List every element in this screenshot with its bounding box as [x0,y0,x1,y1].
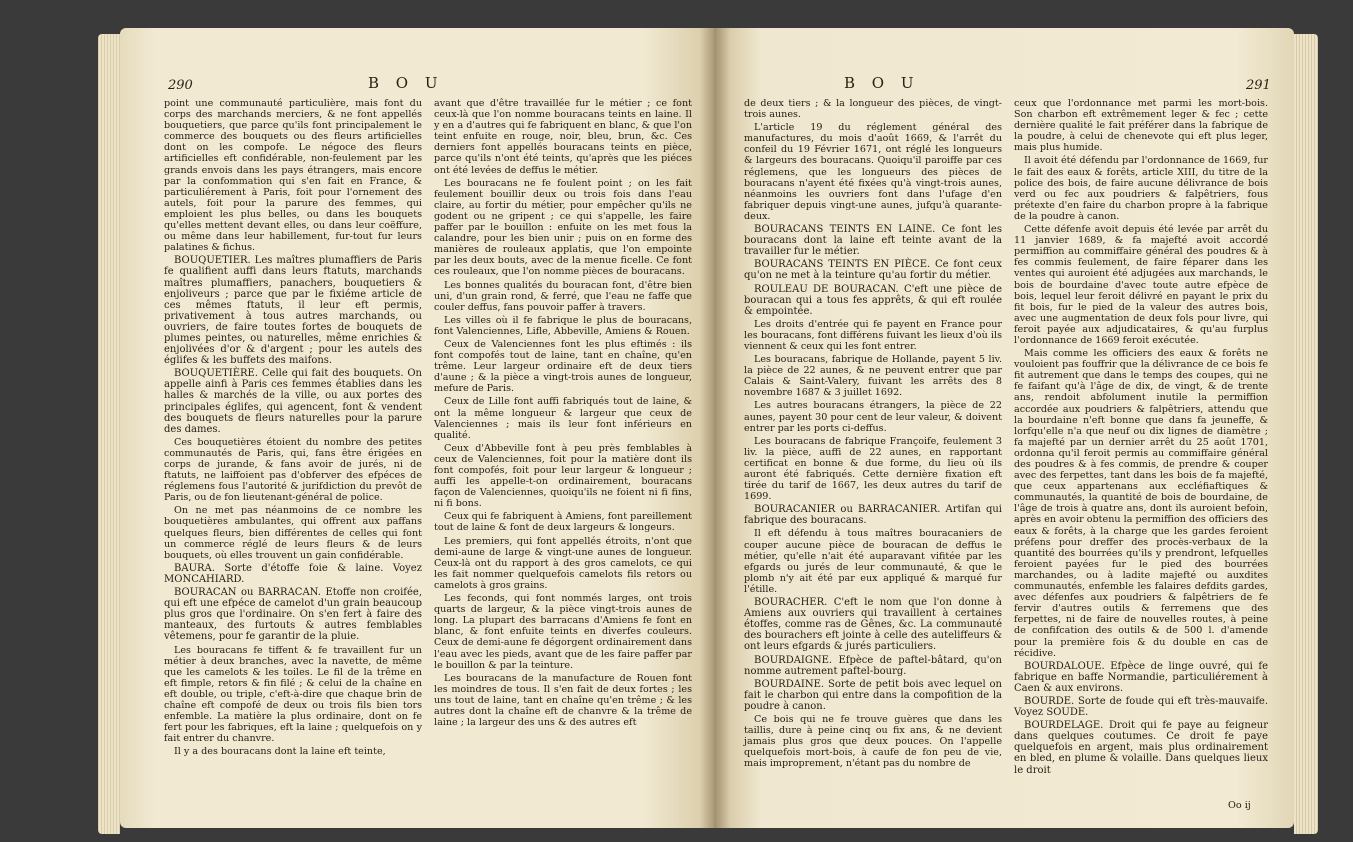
right-column-2 [1014,98,1268,778]
right-column-1 [744,98,1002,771]
paragraph: Les bouracans de la manufacture de Rouen font les moindres de tous. Il s'en fait de deux fortes ; les uns tout de laine, tant en chaîne qu'en trême ; & les autres dont la chaîne eft de chanvre & la trême de laine ; la largeur des uns & des autres eft [434,672,692,729]
entry-bouracans-teints-laine: BOURACANS TEINTS EN LAINE. Ce font les bouracans dont la laine eft teinte avant de la travailler fur le métier. [744,224,1002,258]
paragraph: Il avoit été défendu par l'ordonnance de 1669, fur le fait des eaux & forêts, article XIII, du titre de la police des bois, de faire aucune délivrance de bois verd ou fec aux poudriers & falpêtriers, fous prétexte d'en faire du charbon propre à la fabrique de la poudre à canon. [1014,155,1268,222]
paragraph: Les autres bouracans étrangers, la pièce de 22 aunes, payent 30 pour cent de leur valeur, & doivent entrer par les ports ci-deffus. [744,400,1002,434]
entry-bourdelage: BOURDELAGE. Droit qui fe paye au feigneur dans quelques coutumes. Ce droit fe paye quelquefois en argent, mais plus ordinairement en bled, en plume & volaille. Dans quelques lieux le droit [1014,720,1268,776]
entry-bouracan: BOURACAN ou BARRACAN. Etoffe non croifée, qui eft une efpéce de camelot d'un grain beaucoup plus gros que l'ordinaire. On s'en fert à faire des manteaux, des furtouts & autres femblables vêtemens, pour fe garantir de la pluie. [164,587,422,643]
paragraph: Ceux d'Abbeville font à peu près femblables à ceux de Valenciennes, foit pour la matière dont ils font compofés, foit pour leur largeur & longueur ; auffi les appelle-t-on ordinairement, bouracans façon de Valenciennes, quoiqu'ils ne foient ni fi fins, ni fi bons. [434,442,692,510]
paragraph: de deux tiers ; & la longueur des pièces, de vingt-trois aunes. [744,98,1002,121]
left-column-1 [164,98,422,759]
entry-bourde: BOURDE. Sorte de foude qui eft très-mauvaife. Voyez SOUDE. [1014,695,1268,719]
paragraph: Ceux de Lille font auffi fabriqués tout de laine, & ont la même longueur & largeur que ceux de Valenciennes ; mais ils leur font inférieurs en qualité. [434,396,692,441]
entry-bourdaloue: BOURDALOUE. Efpèce de linge ouvré, qui fe fabrique en baffe Normandie, particuliérement à Caen & aux environs. [1014,660,1268,694]
paragraph: Les bouracans de fabrique Françoife, feulement 3 liv. la pièce, auffi de 22 aunes, en rapportant certificat en bonne & due forme, du lieu où ils auront été fabriqués. Cette dernière fixation eft tirée du tarif de 1667, les deux autres du tarif de 1699. [744,435,1002,503]
right-page [714,28,1294,828]
entry-rouleau: ROULEAU DE BOURACAN. C'eft une pièce de bouracan qui a tous fes apprêts, & qui eft roulée & empointée. [744,283,1002,317]
book-gutter [700,28,730,828]
entry-bouracanier: BOURACANIER ou BARRACANIER. Artifan qui fabrique des bouracans. [744,504,1002,527]
entry-bouquetiere: BOUQUETIÈRE. Celle qui fait des bouquets. On appelle ainfi à Paris ces femmes établies dans les halles & marchés de la ville, ou aux portes des principales églifes, qui agencent, font & vendent des bouquets de fleurs naturelles pour la parure des dames. [164,368,422,435]
paragraph: Ceux qui fe fabriquent à Amiens, font pareillement tout de laine & font de deux largeurs & longeurs. [434,511,692,534]
entry-bouracans-teints-piece: BOURACANS TEINTS EN PIÈCE. Ce font ceux qu'on ne met à la teinture qu'au fortir du métier. [744,259,1002,282]
running-head-right: B O U [844,74,920,92]
right-page-edges [1294,34,1318,834]
entry-bourdaine: BOURDAINE. Sorte de petit bois avec lequel on fait le charbon qui entre dans la compofition de la poudre à canon. [744,678,1002,712]
paragraph: Ces bouquetières étoient du nombre des petites communautés de Paris, qui, fans être érigées en corps de jurande, & fans avoir de jurés, ni de ftatuts, ne laiffoient pas d'obferver des efpéces de réglemens fous l'autorité & jurifdiction du prevôt de Paris, ou de fon lieutenant-général de police. [164,436,422,504]
paragraph: Ce bois qui ne fe trouve guères que dans les taillis, dure à peine cinq ou fix ans, & ne devient jamais plus gros que deux pouces. On l'appelle quelquefois mort-bois, à caufe de fon peu de vie, mais improprement, n'étant pas du nombre de [744,713,1002,770]
paragraph: Les bouracans ne fe foulent point ; on les fait feulement bouillir deux ou trois fois dans l'eau claire, au fortir du métier, pour empêcher qu'ils ne godent ou ne gripent ; ce qui s'appelle, les faire paffer par le bouillon : enfuite on les met fous la calandre, pour les bien unir ; puis on en forme des manières de rouleaux applatis, que l'on empointe par les deux bouts, avec de la menue ficelle. Ce font ces rouleaux, que l'on nomme pièces de bouracans. [434,177,692,278]
running-head-left: B O U [368,74,444,92]
paragraph: Les bouracans, fabrique de Hollande, payent 5 liv. la pièce de 22 aunes, & ne peuvent entrer que par Calais & Saint-Valery, fuivant les arrêts des 8 novembre 1687 & 3 juillet 1692. [744,354,1002,399]
entry-bourdaigne: BOURDAIGNE. Efpèce de paftel-bâtard, qu'on nomme autrement paftel-bourg. [744,654,1002,677]
paragraph: Les bonnes qualités du bouracan font, d'être bien uni, d'un grain rond, & ferré, que l'eau ne faffe que couler deffus, fans pouvoir paffer à travers. [434,279,692,313]
book-spread [60,28,1300,828]
left-column-2 [434,98,692,730]
page-number-left: 290 [168,78,193,93]
paragraph: ceux que l'ordonnance met parmi les mort-bois. Son charbon eft extrêmement leger & fec ; cette dernière qualité le fait préférer dans la fabrique de la poudre, à celui de chenevote qui eft plus leger, mais plus humide. [1014,98,1268,154]
paragraph: Les feconds, qui font nommés larges, ont trois quarts de largeur, & la pièce vingt-trois aunes de long. La plupart des barracans d'Amiens fe font en blanc, & font enfuite teints en diverfes couleurs. Ceux de demi-aune fe dégorgent ordinairement dans l'eau avec les pieds, avant que de les faire paffer par le bouillon & par la teinture. [434,593,692,671]
entry-baura: BAURA. Sorte d'étoffe foie & laine. Voyez MONCAHIARD. [164,562,422,585]
left-page [120,28,714,828]
paragraph: Les droits d'entrée qui fe payent en France pour les bouracans, font différens fuivant les lieux d'où ils viennent & ceux qui les font entrer. [744,318,1002,352]
signature-mark: Oo ij [1228,800,1251,811]
paragraph: Les villes où il fe fabrique le plus de bouracans, font Valenciennes, Lifle, Abbeville, Amiens & Rouen. [434,314,692,337]
paragraph: Cette défenfe avoit depuis été levée par arrêt du 11 janvier 1689, & fa majefté avoit accordé permiffion au commiffaire général des poudres & à fes commis feulement, de faire féparer dans les ventes qui auroient été adjugées aux marchands, le bois de bourdaine d'avec toute autre efpèce de bois, lequel leur feroit délivré en payant le prix du fit bois, fur le pied de la valeur des autres bois, avec une augmentation de deux fols pour livre, qui feroit payée aux adjudicataires, & qu'au furplus l'ordonnance de 1669 feroit exécutée. [1014,224,1268,346]
page-number-right: 291 [1246,78,1271,93]
entry-bouracher: BOURACHER. C'eft le nom que l'on donne à Amiens aux ouvriers qui travaillent à certaines étoffes, comme ras de Gênes, &c. La communauté des bourachers eft jointe à celle des auteliffeurs & ont leurs efgards & jurés particuliers. [744,597,1002,653]
paragraph: point une communauté particulière, mais font du corps des marchands merciers, & ne font appellés bouquetiers, que parce qu'ils font principalement le commerce des bouquets ou des fleurs artificielles dont on les compofe. Le négoce des fleurs artificielles eft confidérable, non-feulement par les grands envois dans les pays étrangers, mais encore par la confommation qui s'en fait en France, & particuliérement à Paris, foit pour l'ornement des autels, foit pour la parure des femmes, qui emploient les plus belles, ou dans les bouquets qu'elles mettent devant elles, ou dans leur coëffure, ou même dans leur habillement, fur-tout fur leurs palatines & fichus. [164,98,422,254]
paragraph: Les bouracans fe tiffent & fe travaillent fur un métier à deux branches, avec la navette, de même que les camelots & les toiles. Le fil de la trême en eft fimple, retors & fin filé ; & celui de la chaîne en eft double, ou triple, c'eft-à-dire que chaque brin de chaîne eft compofé de deux ou trois fils bien tors enfemble. La matière la plus ordinaire, dont on fe fert pour les fabriques, eft la laine ; quelquefois on y fait entrer du chanvre. [164,644,422,745]
left-page-edges [98,34,120,834]
paragraph: Mais comme les officiers des eaux & forêts ne vouloient pas fouffrir que la délivrance de ce bois fe fit autrement que dans le temps des coupes, qui ne fe faifant qu'à l'âge de dix, de vingt, & de trente ans, rendoit abfolument inutile la permiffion accordée aux poudriers & falpêtriers, attendu que la bourdaine n'eft bonne que dans fa jeuneffe, & lorfqu'elle n'a que neuf ou dix lignes de diamètre ; fa majefté par un dernier arrêt du 25 août 1701, ordonna qu'il feroit permis au commiffaire général des poudres & à fes commis, de prendre & couper avec des ferpettes, tant dans les bois de fa majefté, que ceux appartenans aux eccléfiaftiques & communautés, la quantité de bois de bourdaine, de l'âge de trois à quatre ans, dont ils auroient befoin, après en avoir obtenu la permiffion des officiers des eaux & forêts, à la charge que les gardes feroient préfens pour dreffer des procès-verbaux de la quantité des bourrées qu'ils y prendront, lefquelles feroient payées fur le pied des bourrées marchandes, ou à ladite majefté ou auxdites communautés, enfemble les falaires defdits gardes, avec défenfes aux poudriers & falpêtriers de fe fervir d'autres outils & ferremens que des ferpettes, ni de faire de nouvelles routes, à peine de confifcation des outils & de 500 l. d'amende pour la première fois & du double en cas de récidive. [1014,348,1268,659]
paragraph: Ceux de Valenciennes font les plus eftimés : ils font compofés tout de laine, tant en chaîne, qu'en trême. Leur largeur ordinaire eft de deux tiers d'aune ; & la pièce a vingt-trois aunes de longueur, mefure de Paris. [434,338,692,395]
paragraph: Les premiers, qui font appellés étroits, n'ont que demi-aune de large & vingt-une aunes de longueur. Ceux-là ont du rapport à des gros camelots, ce qui les fait nommer quelquefois camelots fils retors ou camelots à gros grains. [434,535,692,591]
paragraph: Il eft défendu à tous maîtres bouracaniers de couper aucune pièce de bouracan de deffus le métier, qu'elle n'ait été auparavant vifitée par les efgards ou jurés de leur communauté, & que le plomb n'y ait été par eux appliqué & marqué fur l'étille. [744,528,1002,595]
paragraph: Il y a des bouracans dont la laine eft teinte, [174,746,386,758]
paragraph: On ne met pas néanmoins de ce nombre les bouquetières ambulantes, qui offrent aux paffans quelques fleurs, bien différentes de celles qui font un commerce réglé de leurs fleurs & de leurs bouquets, où elles trouvent un gain confidérable. [164,505,422,561]
entry-bouquetier: BOUQUETIER. Les maîtres plumaffiers de Paris fe qualifient auffi dans leurs ftatuts, marchands maîtres plumaffiers, panachers, bouquetiers & enjoliveurs ; parce que par le fixiéme article de ces mêmes ftatuts, il leur eft permis, privativement à tous autres marchands, ou ouvriers, de faire toutes fortes de bouquets de plumes peintes, ou naturelles, même enrichies & enjolivées d'or & d'argent ; pour les autels des églifes & les buffets des maifons. [164,255,422,367]
paragraph: L'article 19 du réglement général des manufactures, du mois d'août 1669, & l'arrêt du confeil du 19 Février 1671, ont réglé les longueurs & largeurs des bouracans. Quoiqu'il paroiffe par ces réglemens, que les longueurs des pièces de bouracans n'ayent été fixées qu'à vingt-trois aunes, néanmoins les ouvriers font dans l'ufage d'en fabriquer depuis vingt-une aunes, jufqu'à quarante-deux. [744,122,1002,222]
paragraph: avant que d'être travaillée fur le métier ; ce font ceux-là que l'on nomme bouracans teints en laine. Il y en a d'autres qui fe fabriquent en blanc, & que l'on teint enfuite en rouge, noir, bleu, brun, &c. Ces derniers font appellés bouracans teints en pièce, parce qu'ils n'ont été teints, qu'après que les piéces ont été levées de deffus le métier. [434,98,692,176]
